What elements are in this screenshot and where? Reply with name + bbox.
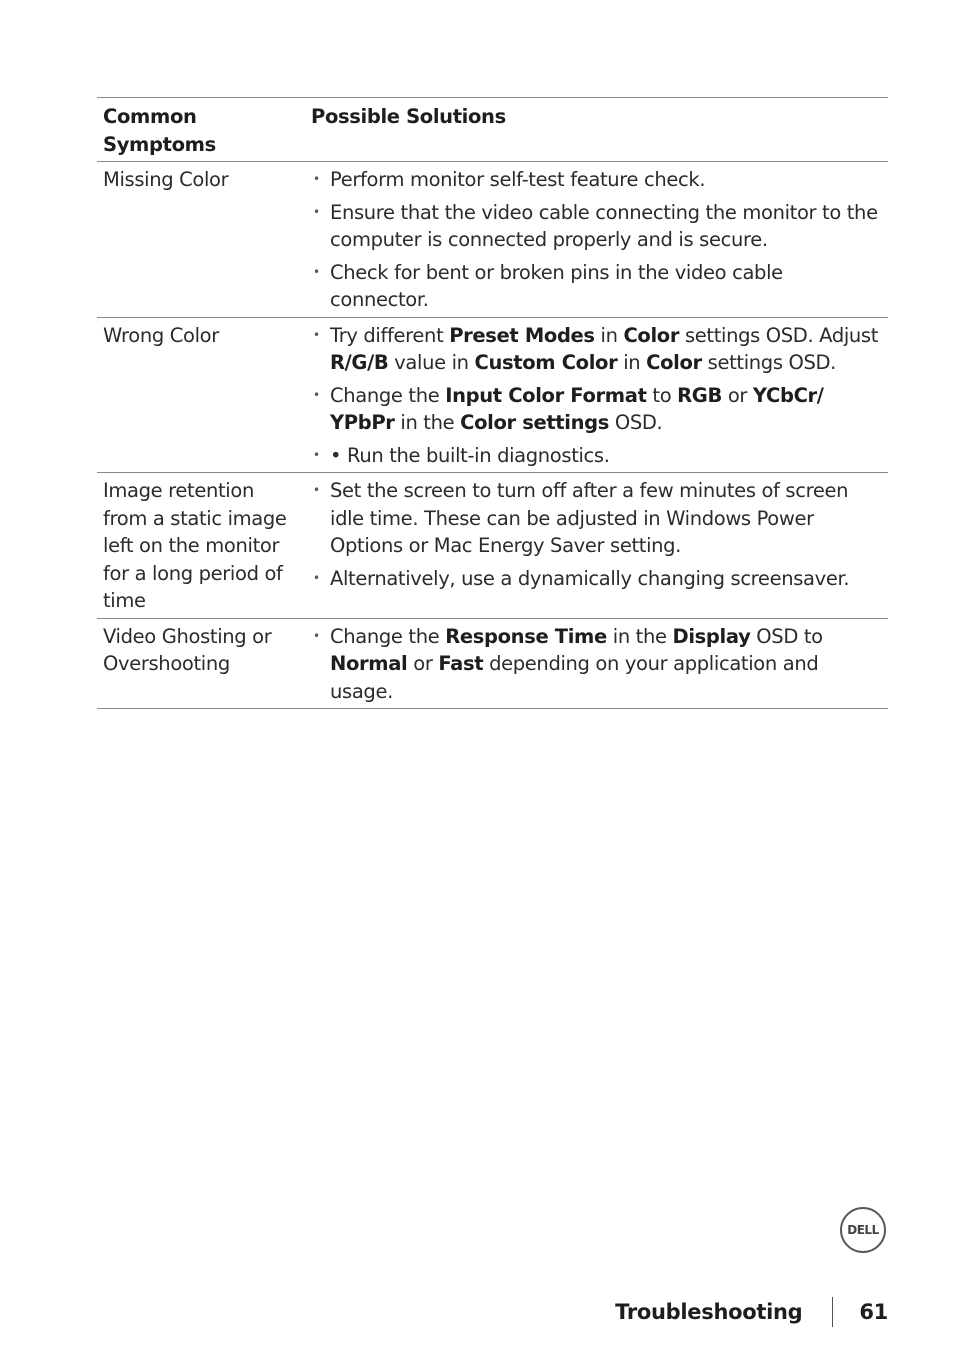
- symptom-cell: Image retention from a static image left on the monitor for a long period of time: [103, 479, 287, 612]
- solution-item: [311, 259, 882, 314]
- solutions-list: [311, 322, 882, 470]
- dell-logo-text: DELL: [847, 1223, 879, 1237]
- solution-item: [311, 382, 882, 437]
- solution-text: or: [407, 652, 439, 675]
- solution-text: Perform monitor self-test feature check.: [330, 168, 706, 191]
- page-number: 61: [859, 1300, 888, 1324]
- solution-text: in the: [394, 411, 461, 434]
- solution-emphasis-text: Display: [672, 624, 751, 648]
- symptom-cell: Video Ghosting or Overshooting: [103, 624, 272, 675]
- solution-text: to: [646, 383, 678, 407]
- table-row: [97, 162, 888, 318]
- solution-text: depending on your application and usage.: [330, 652, 819, 703]
- solution-text: settings OSD. Adjust: [679, 323, 879, 347]
- solution-text: OSD to: [750, 624, 823, 648]
- table-row: [97, 317, 888, 473]
- solution-item: [311, 477, 882, 560]
- solutions-list: [311, 166, 882, 314]
- solution-text: in the: [606, 624, 673, 648]
- solution-text: • Run the built-in diagnostics.: [330, 443, 610, 467]
- dell-logo-icon: [840, 1207, 886, 1253]
- solution-text: in: [594, 323, 624, 347]
- solutions-cell: [311, 618, 888, 709]
- solution-emphasis-text: Custom Color: [474, 351, 618, 374]
- footer-divider: [832, 1297, 833, 1327]
- solution-text: in: [617, 351, 647, 374]
- solution-text: Ensure that the video cable connecting the monitor to the computer is connected properly and is secure.: [330, 200, 878, 251]
- solution-text: Set the screen to turn off after a few minutes of screen idle time. These can be adjusted in Windows Power Options or Mac Energy Saver setting.: [330, 479, 849, 557]
- symptom-cell: Wrong Color: [103, 323, 219, 347]
- solution-emphasis-text: Color: [623, 323, 680, 347]
- solution-text: Alternatively, use a dynamically changing screensaver.: [330, 566, 850, 590]
- header-possible-solutions: Possible Solutions: [311, 105, 506, 128]
- solution-emphasis-text: YCbCr/ YPbPr: [330, 383, 824, 434]
- solution-text: or: [721, 383, 753, 407]
- solution-item: [311, 442, 882, 470]
- solution-emphasis-text: Response Time: [445, 624, 607, 648]
- solution-item: [311, 199, 882, 254]
- solution-text: OSD.: [609, 411, 663, 434]
- solution-emphasis-text: Color settings: [460, 411, 610, 434]
- solution-emphasis-text: Input Color Format: [445, 383, 647, 407]
- table-row: [97, 473, 888, 619]
- solution-item: [311, 623, 882, 706]
- solution-emphasis-text: R/G/B: [330, 351, 389, 374]
- solution-text: settings OSD.: [701, 351, 837, 374]
- solutions-cell: [311, 162, 888, 318]
- solutions-cell: [311, 473, 888, 619]
- solution-text: Try different: [330, 323, 450, 347]
- solution-text: Check for bent or broken pins in the video cable connector.: [330, 260, 783, 311]
- solution-item: [311, 166, 882, 194]
- solution-emphasis-text: RGB: [677, 383, 722, 407]
- troubleshooting-table: [97, 97, 888, 709]
- solution-emphasis-text: Normal: [330, 652, 408, 675]
- solution-text: Change the: [330, 383, 446, 407]
- table-row: [97, 618, 888, 709]
- header-common-symptoms: Common Symptoms: [103, 105, 216, 156]
- solution-emphasis-text: Color: [646, 351, 702, 374]
- solution-item: [311, 322, 882, 377]
- table-header-row: [97, 98, 888, 162]
- solution-text: Change the: [330, 624, 446, 648]
- solution-text: value in: [388, 351, 475, 374]
- page-footer: [615, 1297, 888, 1327]
- solution-item: [311, 565, 882, 593]
- solution-emphasis-text: Fast: [438, 652, 484, 675]
- symptom-cell: Missing Color: [103, 168, 229, 191]
- footer-section-title: Troubleshooting: [615, 1300, 803, 1324]
- solutions-cell: [311, 317, 888, 473]
- solutions-list: [311, 623, 882, 706]
- solutions-list: [311, 477, 882, 592]
- solution-emphasis-text: Preset Modes: [449, 323, 595, 347]
